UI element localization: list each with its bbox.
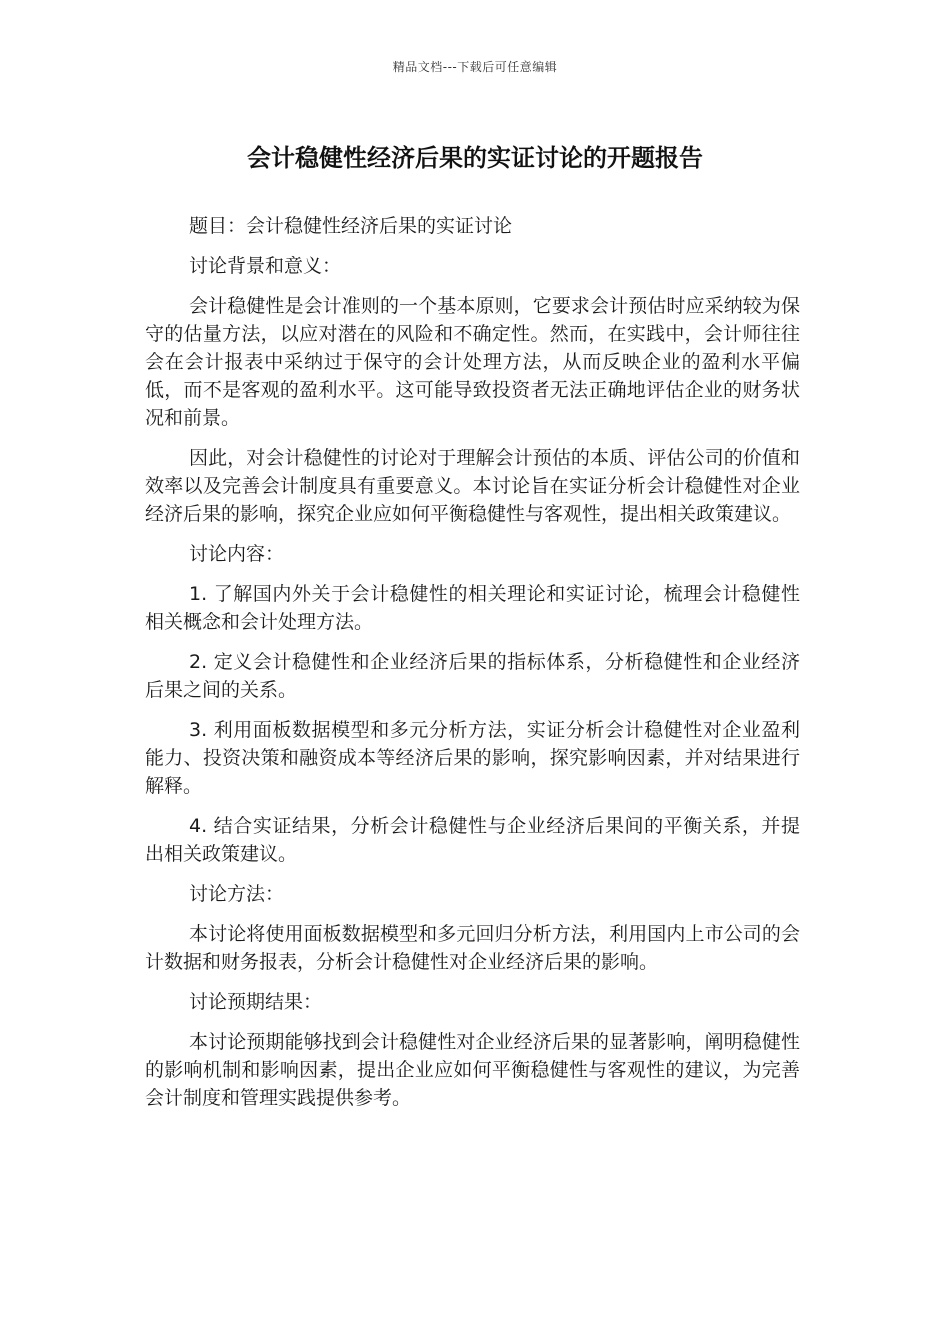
- list-item: 3. 利用面板数据模型和多元分析方法，实证分析会计稳健性对企业盈利能力、投资决策和融资成本等经济后果的影响，探究影响因素，并对结果进行解释。: [145, 719, 800, 797]
- list-item: 2. 定义会计稳健性和企业经济后果的指标体系，分析稳健性和企业经济后果之间的关系。: [145, 651, 800, 701]
- body-paragraph: 因此，对会计稳健性的讨论对于理解会计预估的本质、评估公司的价值和效率以及完善会计制度具有重要意义。本讨论旨在实证分析会计稳健性对企业经济后果的影响，探究企业应如何平衡稳健性与客观性，提出相关政策建议。: [145, 447, 800, 525]
- body-paragraph: 会计稳健性是会计准则的一个基本原则，它要求会计预估时应采纳较为保守的估量方法，以应对潜在的风险和不确定性。然而，在实践中，会计师往往会在会计报表中采纳过于保守的会计处理方法，从而反映企业的盈利水平偏低，而不是客观的盈利水平。这可能导致投资者无法正确地评估企业的财务状况和前景。: [145, 295, 800, 429]
- body-paragraph: 本讨论将使用面板数据模型和多元回归分析方法，利用国内上市公司的会计数据和财务报表，分析会计稳健性对企业经济后果的影响。: [145, 923, 800, 973]
- section-heading-background: 讨论背景和意义：: [189, 255, 342, 277]
- list-item: 1. 了解国内外关于会计稳健性的相关理论和实证讨论，梳理会计稳健性相关概念和会计处理方法。: [145, 583, 800, 633]
- document-body: [145, 212, 800, 1124]
- section-heading-expected-results: 讨论预期结果：: [189, 991, 323, 1013]
- section-heading-content: 讨论内容：: [189, 543, 285, 565]
- subject-line: 题目：会计稳健性经济后果的实证讨论: [189, 215, 513, 237]
- document-title: 会计稳健性经济后果的实证讨论的开题报告: [247, 144, 703, 172]
- list-item: 4. 结合实证结果，分析会计稳健性与企业经济后果间的平衡关系，并提出相关政策建议。: [145, 815, 800, 865]
- body-paragraph: 本讨论预期能够找到会计稳健性对企业经济后果的显著影响，阐明稳健性的影响机制和影响因素，提出企业应如何平衡稳健性与客观性的建议，为完善会计制度和管理实践提供参考。: [145, 1031, 800, 1109]
- section-heading-method: 讨论方法：: [189, 883, 285, 905]
- header-note: 精品文档---下载后可任意编辑: [392, 60, 558, 74]
